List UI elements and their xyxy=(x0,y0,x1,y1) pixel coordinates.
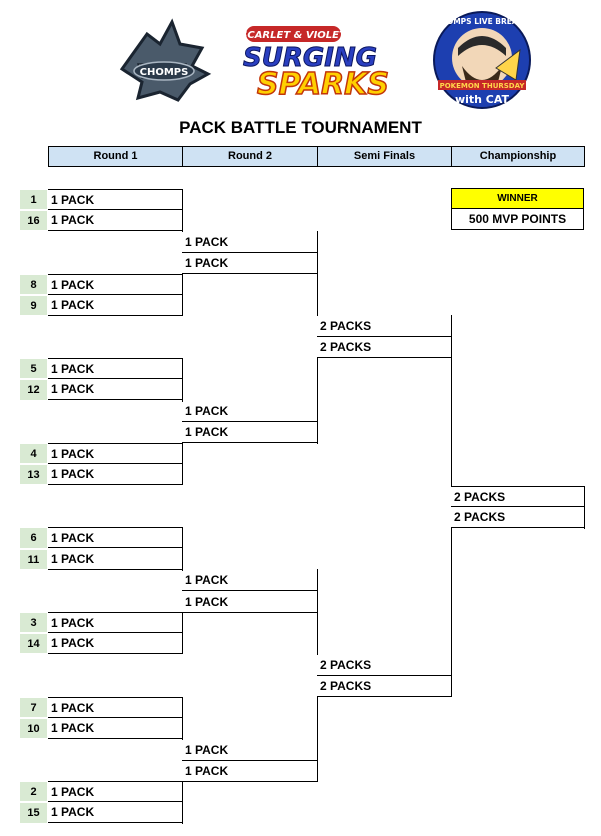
chomps-live-breaks-logo xyxy=(430,10,534,110)
semi-connector xyxy=(317,358,318,402)
round-2-link xyxy=(182,231,183,232)
seed-number: 16 xyxy=(20,211,47,230)
header-championship: Championship xyxy=(451,146,585,167)
round-1-slot: 1 PACK xyxy=(48,718,183,739)
round-1-connector xyxy=(182,274,183,316)
round-1-slot: 1 PACK xyxy=(48,358,183,379)
round-1-slot: 1 PACK xyxy=(48,379,183,400)
seed-number: 6 xyxy=(20,528,47,547)
seed-number: 9 xyxy=(20,296,47,315)
round-2-link xyxy=(182,570,183,571)
semi-final-slot: 2 PACKS xyxy=(317,337,452,358)
round-1-slot: 1 PACK xyxy=(48,189,183,210)
round-2-slot: 1 PACK xyxy=(182,761,318,782)
winner-label: WINNER xyxy=(451,188,584,209)
round-1-connector xyxy=(182,697,183,739)
round-2-link xyxy=(182,739,183,740)
round-1-slot: 1 PACK xyxy=(48,464,183,485)
chomps-shark-logo xyxy=(112,14,212,106)
pokemon-thursday-text: POKEMON THURSDAY xyxy=(439,82,525,90)
round-1-slot: 1 PACK xyxy=(48,612,183,633)
championship-slot: 2 PACKS xyxy=(451,507,585,528)
seed-number: 1 xyxy=(20,190,47,209)
prize-label: 500 MVP POINTS xyxy=(451,209,584,230)
round-1-slot: 1 PACK xyxy=(48,549,183,570)
round-1-connector xyxy=(182,443,183,485)
with-cat-text: with CAT xyxy=(454,93,510,106)
seed-number: 2 xyxy=(20,782,47,801)
semi-right-connector xyxy=(451,315,452,358)
header-round-2: Round 2 xyxy=(182,146,318,167)
seed-number: 10 xyxy=(20,719,47,738)
seed-number: 11 xyxy=(20,550,47,569)
seed-number: 12 xyxy=(20,380,47,399)
round-2-connector xyxy=(317,231,318,274)
round-1-connector xyxy=(182,527,183,569)
round-1-slot: 1 PACK xyxy=(48,697,183,718)
final-link xyxy=(451,528,452,656)
round-1-slot: 1 PACK xyxy=(48,443,183,464)
chomps-logo-text: CHOMPS xyxy=(139,67,189,78)
seed-number: 4 xyxy=(20,444,47,463)
round-2-slot: 1 PACK xyxy=(182,422,318,443)
semi-connector xyxy=(317,613,318,655)
semi-final-slot: 2 PACKS xyxy=(317,316,452,337)
round-2-slot: 1 PACK xyxy=(182,253,318,274)
semi-final-slot: 2 PACKS xyxy=(317,676,452,697)
surging-sparks-logo xyxy=(228,22,398,100)
round-1-slot: 1 PACK xyxy=(48,210,183,231)
semi-right-connector xyxy=(451,654,452,697)
surging-text: SURGING xyxy=(243,43,377,73)
round-2-connector xyxy=(317,569,318,612)
seed-number: 13 xyxy=(20,465,47,484)
round-1-connector xyxy=(182,781,183,823)
semi-final-slot: 2 PACKS xyxy=(317,655,452,676)
seed-number: 8 xyxy=(20,275,47,294)
header-semi-finals: Semi Finals xyxy=(317,146,452,167)
round-1-slot: 1 PACK xyxy=(48,802,183,823)
final-right-connector xyxy=(584,486,585,529)
round-1-connector xyxy=(182,358,183,400)
round-1-slot: 1 PACK xyxy=(48,633,183,654)
seed-number: 15 xyxy=(20,803,47,822)
round-1-connector xyxy=(182,612,183,654)
header-round-1: Round 1 xyxy=(48,146,183,167)
round-2-connector xyxy=(317,739,318,782)
round-2-slot: 1 PACK xyxy=(182,232,318,253)
round-1-slot: 1 PACK xyxy=(48,781,183,802)
round-1-slot: 1 PACK xyxy=(48,295,183,316)
round-2-slot: 1 PACK xyxy=(182,740,318,761)
round-1-slot: 1 PACK xyxy=(48,274,183,295)
chomps-live-breaks-text: CHOMPS LIVE BREAKS xyxy=(435,17,529,26)
round-2-slot: 1 PACK xyxy=(182,570,318,591)
championship-slot: 2 PACKS xyxy=(451,486,585,507)
final-link xyxy=(451,358,452,486)
round-2-link xyxy=(182,401,183,402)
seed-number: 5 xyxy=(20,359,47,378)
page-title: PACK BATTLE TOURNAMENT xyxy=(179,118,422,137)
round-1-connector xyxy=(182,189,183,231)
round-1-slot: 1 PACK xyxy=(48,527,183,548)
seed-number: 7 xyxy=(20,698,47,717)
round-2-slot: 1 PACK xyxy=(182,592,318,613)
round-2-connector xyxy=(317,400,318,443)
semi-connector xyxy=(317,697,318,740)
scarlet-violet-text: SCARLET & VIOLET xyxy=(240,30,346,41)
round-2-slot: 1 PACK xyxy=(182,401,318,422)
seed-number: 3 xyxy=(20,613,47,632)
seed-number: 14 xyxy=(20,634,47,653)
semi-connector xyxy=(317,274,318,316)
sparks-text: SPARKS xyxy=(256,67,390,100)
